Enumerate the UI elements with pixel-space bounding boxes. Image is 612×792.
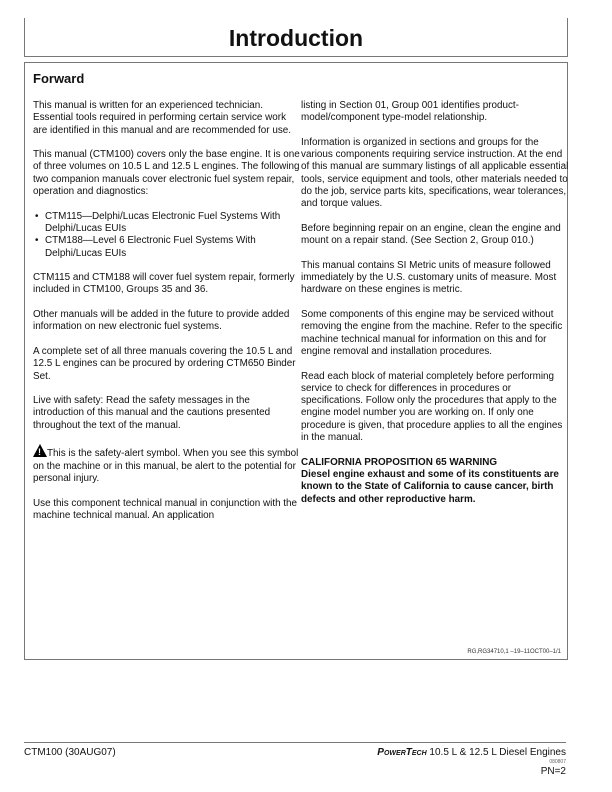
section-title: Forward <box>33 71 85 86</box>
paragraph: This manual contains SI Metric units of measure followed immediately by the U.S. customary units of measure. Most hardware on these engines is metric. <box>301 259 557 296</box>
footer-code: 080807 <box>549 759 566 765</box>
paragraph: Other manuals will be added in the future to provide added information on new electronic fuel systems. <box>33 309 290 333</box>
paragraph: listing in Section 01, Group 001 identifies product-model/component type-model relationship. <box>301 100 519 124</box>
paragraph: CTM115 and CTM188 will cover fuel system repair, formerly included in CTM100, Groups 35 and 36. <box>33 272 295 296</box>
list-item: • CTM188—Level 6 Electronic Fuel Systems With Delphi/Lucas EUIs <box>45 235 301 260</box>
paragraph: Live with safety: Read the safety messages in the introduction of this manual and the cautions presented throughout the text of the manual. <box>33 395 271 431</box>
left-column <box>33 100 301 534</box>
page-number: PN=2 <box>540 766 566 777</box>
paragraph: Information is organized in sections and groups for the various components requiring service instruction. At the end of this manual are summary listings of all applicable essential tools, service equipment and tools, other materials needed to do the job, service parts kits, specifications, wear tolerances, and torque values. <box>301 136 569 210</box>
paragraph: Before beginning repair on an engine, clean the engine and mount on a repair stand. (See Section 2, Group 010.) <box>301 222 561 247</box>
paragraph: Read each block of material completely before performing service to check for differences in procedures or specifications. Follow only the procedures that apply to the engine model number you are working on. If only one procedure is given, that procedure applies to all the engines in the manual. <box>301 370 563 444</box>
warning-title: CALIFORNIA PROPOSITION 65 WARNING <box>301 456 498 468</box>
warning-text: Diesel engine exhaust and some of its constituents are known to the State of California to cause cancer, birth defects and other reproductive harm. <box>301 468 559 505</box>
paragraph: This manual is written for an experienced technician. Essential tools required in performing certain service work are identified in this manual and are recommended for use. <box>33 100 291 136</box>
right-column <box>301 100 569 518</box>
page-title: Introduction <box>228 25 364 51</box>
paragraph: Use this component technical manual in conjunction with the machine technical manual. An application <box>33 497 298 521</box>
footer-title: 10.5 L & 12.5 L Diesel Engines <box>426 747 566 758</box>
footer-divider <box>24 742 566 743</box>
footer-right <box>377 747 566 778</box>
prop65-warning <box>301 457 569 506</box>
footer-manual-id: CTM100 (30AUG07) <box>24 747 116 758</box>
paragraph: This manual (CTM100) covers only the base engine. It is one of three volumes on 10.5 L and 12.5 L engines. The following two companion manuals cover electronic fuel system repair, operation and diagnostics: <box>33 149 300 198</box>
brand-logo: PowerTech <box>377 747 427 758</box>
paragraph: A complete set of all three manuals covering the 10.5 L and 12.5 L engines can be procured by ordering CTM650 Binder Set. <box>33 345 296 382</box>
safety-alert-icon <box>33 444 47 457</box>
paragraph <box>33 444 301 485</box>
list-item: • CTM115—Delphi/Lucas Electronic Fuel Systems With Delphi/Lucas EUIs <box>45 211 301 236</box>
content-box <box>24 62 568 660</box>
manual-list <box>33 211 301 260</box>
reference-code: RG,RG34710,1 –19–11OCT00–1/1 <box>467 649 561 655</box>
page-header <box>24 18 568 57</box>
paragraph: Some components of this engine may be serviced without removing the engine from the machine. Refer to the specific machine technical manual for information on this and for engine removal and installation procedures. <box>301 309 563 357</box>
alert-text: This is the safety-alert symbol. When you see this symbol on the machine or in this manual, be alert to the potential for personal injury. <box>33 448 299 484</box>
